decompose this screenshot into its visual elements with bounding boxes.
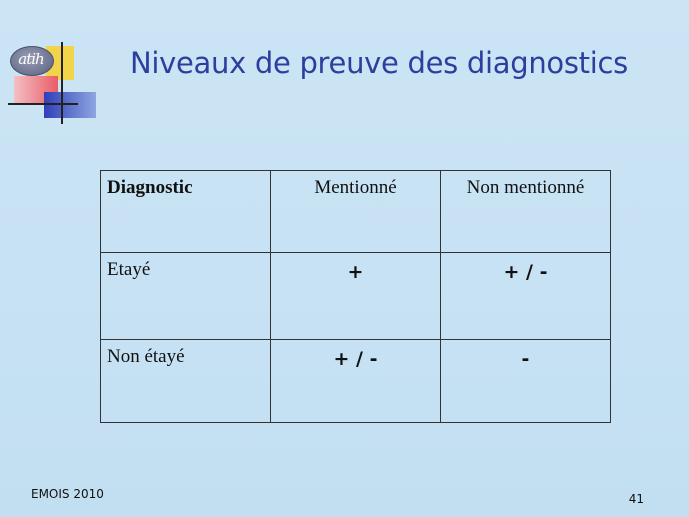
cell-value: + / - xyxy=(333,348,378,370)
table-cell xyxy=(101,340,271,423)
row-label-etaye: Etayé xyxy=(107,259,151,280)
logo-text: atih xyxy=(18,50,44,68)
table-row xyxy=(101,340,611,423)
atih-logo xyxy=(8,40,98,125)
slide-title: Niveaux de preuve des diagnostics xyxy=(130,46,628,80)
header-mentionne: Mentionné xyxy=(314,177,397,198)
footer-event-label: EMOIS 2010 xyxy=(31,487,104,501)
table-header-cell xyxy=(441,171,611,253)
page-number: 41 xyxy=(628,492,644,506)
row-label-non-etaye: Non étayé xyxy=(107,346,185,367)
evidence-table xyxy=(100,170,611,423)
table-header-row xyxy=(101,171,611,253)
header-diagnostic: Diagnostic xyxy=(107,177,193,198)
cell-value: - xyxy=(521,348,530,370)
logo-blue-square xyxy=(44,92,96,118)
header-non-mentionne: Non mentionné xyxy=(466,177,585,198)
table-header-cell xyxy=(271,171,441,253)
table-cell xyxy=(441,340,611,423)
table-cell xyxy=(271,253,441,340)
logo-horizontal-line xyxy=(8,103,78,105)
table-cell xyxy=(271,340,441,423)
table-cell xyxy=(441,253,611,340)
table-row xyxy=(101,253,611,340)
table-cell xyxy=(101,253,271,340)
cell-value: + xyxy=(347,261,364,283)
cell-value: + / - xyxy=(503,261,548,283)
logo-vertical-line xyxy=(61,42,63,124)
table-header-cell xyxy=(101,171,271,253)
